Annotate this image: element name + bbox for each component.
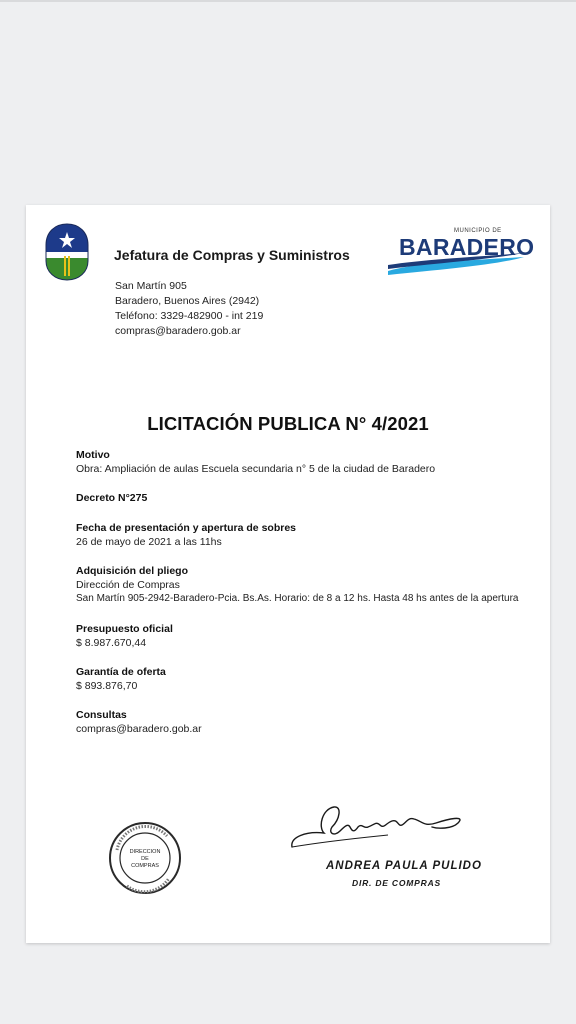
motivo-label: Motivo <box>76 449 110 461</box>
section-consultas <box>76 708 202 736</box>
document-page <box>26 205 550 943</box>
decreto-label: Decreto N°275 <box>76 492 148 504</box>
consultas-email: compras@baradero.gob.ar <box>76 723 202 735</box>
address-city: Baradero, Buenos Aires (2942) <box>115 295 260 307</box>
section-presupuesto <box>76 622 173 650</box>
section-decreto <box>76 491 147 505</box>
shield-icon <box>45 223 89 281</box>
section-garantia <box>76 665 166 693</box>
top-border <box>0 0 576 2</box>
signatory-name: ANDREA PAULA PULIDO <box>326 860 482 872</box>
adquisicion-label: Adquisición del pliego <box>76 565 189 577</box>
motivo-text: Obra: Ampliación de aulas Escuela secundaria n° 5 de la ciudad de Baradero <box>76 463 436 475</box>
fecha-label: Fecha de presentación y apertura de sobres <box>76 522 296 534</box>
logo-name: BARADERO <box>399 234 535 260</box>
department-title: Jefatura de Compras y Suministros <box>114 247 350 263</box>
contact-address <box>115 279 263 339</box>
consultas-label: Consultas <box>76 709 127 721</box>
official-stamp <box>107 820 183 896</box>
adquisicion-line-2: San Martín 905-2942-Baradero-Pcia. Bs.As. Horario: de 8 a 12 hs. Hasta 48 hs antes de la apertura <box>76 593 519 604</box>
presupuesto-label: Presupuesto oficial <box>76 623 173 635</box>
section-fecha <box>76 521 296 549</box>
signatory-role: DIR. DE COMPRAS <box>352 878 441 888</box>
section-motivo <box>76 448 435 476</box>
handwritten-signature <box>288 797 470 855</box>
fecha-text: 26 de mayo de 2021 a las 11hs <box>76 536 222 548</box>
garantia-value: $ 893.876,70 <box>76 680 138 692</box>
adquisicion-line-1: Dirección de Compras <box>76 579 180 591</box>
stamp-line-2: DE <box>141 856 149 862</box>
address-phone: Teléfono: 3329-482900 - int 219 <box>115 310 264 322</box>
presupuesto-value: $ 8.987.670,44 <box>76 637 147 649</box>
garantia-label: Garantía de oferta <box>76 666 166 678</box>
logo-subtitle: MUNICIPIO DE <box>454 228 502 234</box>
address-email: compras@baradero.gob.ar <box>115 325 241 337</box>
stamp-line-3: COMPRAS <box>131 863 159 869</box>
stamp-line-1: DIRECCION <box>129 849 161 855</box>
address-street: San Martín 905 <box>115 280 187 292</box>
document-title: LICITACIÓN PUBLICA N° 4/2021 <box>147 413 429 434</box>
section-adquisicion <box>76 564 518 606</box>
